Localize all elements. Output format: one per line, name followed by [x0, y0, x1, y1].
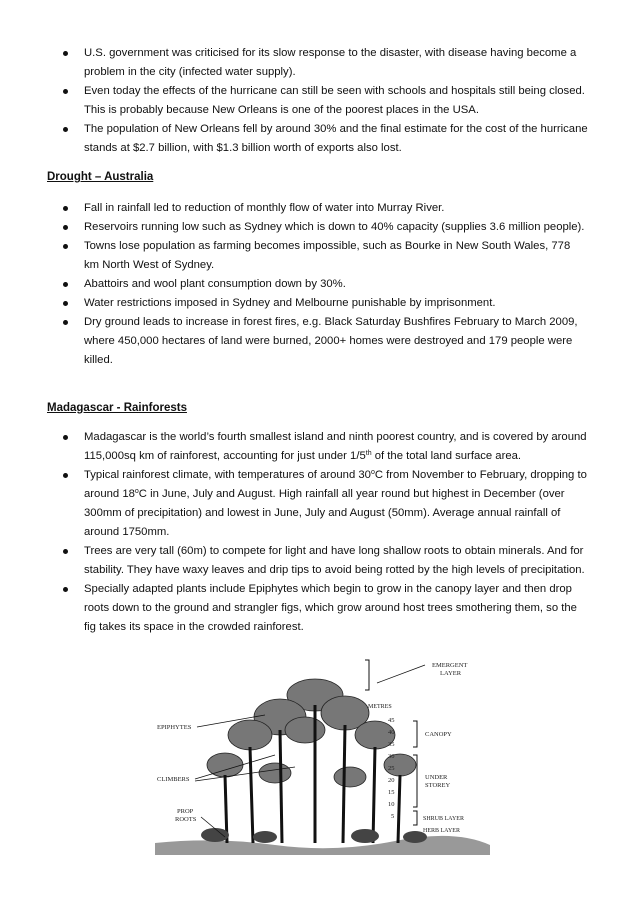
- rainforest-layers-diagram: [155, 655, 490, 855]
- tick-label: 20: [388, 777, 395, 784]
- tick-label: 15: [388, 789, 395, 796]
- metres-label: METRES: [368, 704, 392, 710]
- list-item: The population of New Orleans fell by around 30% and the final estimate for the cost of the hurricane stands at $2.7 billion, with $1.3 billion worth of exports also lost.: [0, 120, 638, 158]
- climbers-label: CLIMBERS: [157, 776, 190, 783]
- shrub-label: SHRUB LAYER: [423, 816, 464, 822]
- bullet-icon: [63, 587, 68, 592]
- emergent-label: EMERGENT: [432, 662, 468, 669]
- madagascar-heading: Madagascar - Rainforests: [47, 402, 187, 414]
- prop-roots-label: PROP: [177, 808, 194, 815]
- list-item: Specially adapted plants include Epiphytes which begin to grow in the canopy layer and then drop roots down to the ground and strangler figs, which grow around host trees smothering them, so the fig takes its space in the crowded rainforest.: [0, 580, 638, 637]
- bullet-icon: [63, 435, 68, 440]
- bullet-icon: [63, 51, 68, 56]
- list-item: Trees are very tall (60m) to compete for light and have long shallow roots to obtain minerals. And for stability. They have waxy leaves and drip tips to avoid being rotted by the high levels of precipitation.: [0, 542, 638, 580]
- prop-roots-label-2: ROOTS: [175, 816, 197, 823]
- emergent-pointer: [377, 665, 425, 683]
- list-item: Fall in rainfall led to reduction of monthly flow of water into Murray River.: [0, 199, 638, 218]
- bullet-icon: [63, 127, 68, 132]
- list-item: Madagascar is the world’s fourth smallest island and ninth poorest country, and is covered by around 115,000sq km of rainforest, accounting for just under 1/5th of the total land surface area.: [0, 428, 638, 466]
- bullet-icon: [63, 301, 68, 306]
- bullet-icon: [63, 225, 68, 230]
- drought-list: [0, 199, 638, 370]
- list-item: Dry ground leads to increase in forest fires, e.g. Black Saturday Bushfires February to March 2009, where 450,000 hectares of land were burned, 2000+ homes were destroyed and 179 people were killed.: [0, 313, 638, 370]
- emergent-label-2: LAYER: [440, 670, 462, 677]
- list-item: Even today the effects of the hurricane can still be seen with schools and hospitals still being closed. This is probably because New Orleans is one of the poorest places in the USA.: [0, 82, 638, 120]
- bullet-icon: [63, 473, 68, 478]
- emergent-bracket: [365, 660, 369, 690]
- shrub-bracket: [413, 811, 417, 825]
- bullet-icon: [63, 320, 68, 325]
- epiphytes-label: EPIPHYTES: [157, 724, 192, 731]
- tick-label: 25: [388, 765, 395, 772]
- bullet-icon: [63, 244, 68, 249]
- drought-heading: Drought – Australia: [47, 171, 154, 183]
- tick-label: 10: [388, 801, 395, 808]
- list-item: Typical rainforest climate, with temperatures of around 30$^o$C from November to February, dropping to around 18$^o$C in June, July and August. High rainfall all year round but highest in December (over 300mm of precipitation) and lowest in June, July and August (50mm). Average annual rainfall of around 1750mm.: [0, 466, 638, 542]
- canopy-bracket: [413, 721, 417, 747]
- list-item: Reservoirs running low such as Sydney which is down to 40% capacity (supplies 3.6 million people).: [0, 218, 638, 237]
- understorey-label: UNDER: [425, 774, 448, 781]
- madagascar-list: [0, 428, 638, 637]
- list-item: Abattoirs and wool plant consumption down by 30%.: [0, 275, 638, 294]
- hurricane-effects-list: [0, 44, 638, 158]
- list-item: Water restrictions imposed in Sydney and Melbourne punishable by imprisonment.: [0, 294, 638, 313]
- list-item: Towns lose population as farming becomes impossible, such as Bourke in New South Wales, 778 km North West of Sydney.: [0, 237, 638, 275]
- bullet-icon: [63, 206, 68, 211]
- bullet-icon: [63, 549, 68, 554]
- scale-ticks: [388, 717, 395, 820]
- tick-label: 40: [388, 729, 395, 736]
- tick-label: 35: [388, 741, 395, 748]
- canopy-label: CANOPY: [425, 731, 452, 738]
- list-item: U.S. government was criticised for its slow response to the disaster, with disease having become a problem in the city (infected water supply).: [0, 44, 638, 82]
- tick-label: 5: [391, 813, 395, 820]
- bullet-icon: [63, 282, 68, 287]
- herb-label: HERB LAYER: [423, 828, 460, 834]
- tree-canopy-group: [207, 679, 416, 787]
- bullet-icon: [63, 89, 68, 94]
- understorey-label-2: STOREY: [425, 782, 451, 789]
- tick-label: 30: [388, 753, 395, 760]
- tick-label: 45: [388, 717, 395, 724]
